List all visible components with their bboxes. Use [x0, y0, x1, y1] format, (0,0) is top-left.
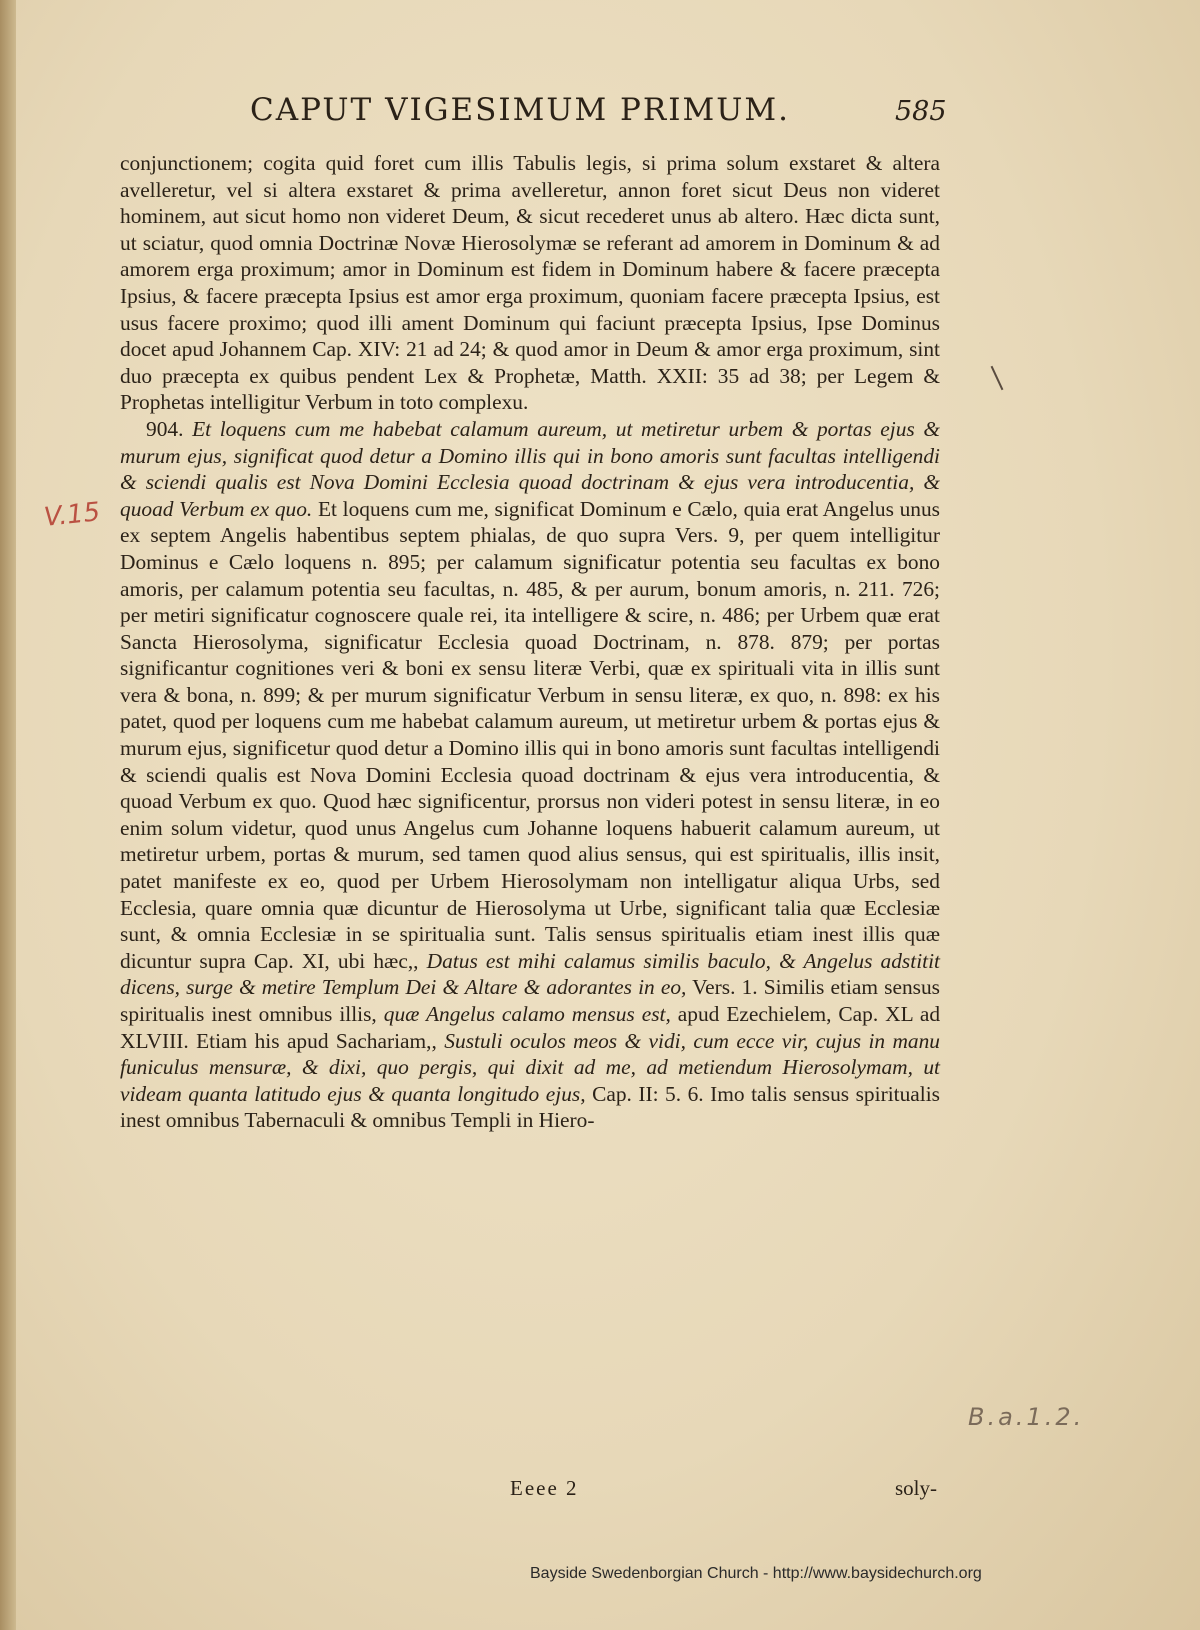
- quotation-1: Datus est mihi calamus similis baculo, & Angelus adstitit dicens, surge & metire Templum Dei & Altare & adorantes in eo,: [120, 948, 940, 1000]
- paragraph-text-2: Vers. 1. Similis etiam sensus spiritualis inest omnibus illis,: [120, 975, 940, 1026]
- paragraph-904: [120, 416, 940, 1134]
- catchword: soly-: [895, 1476, 937, 1500]
- page-number: 585: [895, 96, 947, 127]
- signature-mark: Eeee 2: [510, 1476, 579, 1500]
- footer-credit: Bayside Swedenborgian Church - http://www.baysidechurch.org: [530, 1565, 982, 1582]
- quotation-3: Sustuli oculos meos & vidi, cum ecce vir, cujus in manu funiculus mensuræ, & dixi, quo pergis, qui dixit ad me, ad metiendum Hierosolymam, ut videam quanta latitudo ejus & quanta longitudo ejus,: [120, 1028, 941, 1106]
- quotation-2: quæ Angelus calamo mensus est,: [383, 1002, 671, 1026]
- margin-note-left: V.15: [42, 497, 102, 533]
- pencil-mark: [991, 366, 1004, 390]
- running-head: CAPUT VIGESIMUM PRIMUM.: [250, 92, 790, 128]
- main-text: [120, 150, 940, 1134]
- paragraph-1: conjunctionem; cogita quid foret cum illis Tabulis legis, si prima solum exstaret & altera avelleretur, vel si altera exstaret & prima avelleretur, annon foret sicut Deus non videret hominem, aut sicut homo non videret Deum, & sicut recederet unus ab altero. Hæc dicta sunt, ut sciatur, quod omnia Doctrinæ Novæ Hierosolymæ se referant ad amorem in Dominum & ad amorem erga proximum; amor in Dominum est fidem in Dominum habere & facere præcepta Ipsius, & facere præcepta Ipsius est amor erga proximum, quoniam facere præcepta Ipsius, est usus facere proximo; quod illi ament Dominum qui faciunt præcepta Ipsius, Ipse Dominus docet apud Johannem Cap. XIV: 21 ad 24; & quod amor in Deum & amor erga proximum, sint duo præcepta ex quibus pendent Lex & Prophetæ, Matth. XXII: 35 ad 38; per Legem & Prophetas intelligitur Verbum in toto complexu.: [120, 151, 940, 415]
- paragraph-lemma: Et loquens cum me habebat calamum aureum, ut metiretur urbem & portas ejus & murum ejus, significat quod detur a Domino illis qui in bono amoris sunt facultas intelligendi & sciendi qualis est Nova Domini Ecclesia quoad doctrinam & ejus vera introducentia, & quoad Verbum ex quo.: [120, 416, 940, 521]
- page-edge: [0, 0, 16, 1630]
- paragraph-text-3: apud Ezechielem, Cap. XL ad XLVIII. Etiam his apud Sachariam,,: [120, 1002, 941, 1053]
- paragraph-text-4: Cap. II: 5. 6. Imo talis sensus spiritualis inest omnibus Tabernaculi & omnibus Templi in Hiero-: [120, 1081, 940, 1133]
- paragraph-text: Et loquens cum me, significat Dominum e Cælo, quia erat Angelus unus ex septem Angelis habentibus septem phialas, de quo supra Vers. 9, per quem intelligitur Dominus e Cælo loquens n. 895; per calamum significatur potentia seu facultas ex bono amoris, per calamum potentia seu facultas, n. 485, & per aurum, bonum amoris, n. 211. 726; per metiri significatur cognoscere quale rei, ita intelligere & scire, n. 486; per Urbem quæ erat Sancta Hierosolyma, significatur Ecclesia quoad Doctrinam, n. 878. 879; per portas significantur cognitiones veri & boni ex sensu literæ Verbi, quæ ex spirituali vita in illis sunt vera & bona, n. 899; & per murum significatur Verbum in sensu literæ, ex quo, n. 898: ex his patet, quod per loquens cum me habebat calamum aureum, ut metiretur urbem & portas ejus & murum ejus, significetur quod detur a Domino illis qui in bono amoris sunt facultas intelligendi & sciendi qualis est Nova Domini Ecclesia quoad doctrinam & ejus vera introducentia, & quoad Verbum ex quo. Quod hæc significentur, prorsus non videri potest in sensu literæ, in eo enim solum videtur, quod unus Angelus cum Johanne loquens habuerit calamum aureum, ut metiretur urbem, portas & murum, sed tamen quod alius sensus, qui est spiritualis, illis insit, patet manifeste ex eo, quod per Urbem Hierosolymam non intelligatur aliqua Urbs, sed Ecclesia, quare omnia quæ dicuntur de Hierosolyma ut Urbe, significant talia quæ Ecclesiæ sunt, & omnia Ecclesiæ in se spiritualia sunt. Talis sensus spiritualis etiam inest illis quæ dicuntur supra Cap. XI, ubi hæc,,: [120, 496, 941, 973]
- margin-note-right: B.a.1.2.: [968, 1403, 1085, 1431]
- paragraph-number: 904.: [146, 416, 184, 441]
